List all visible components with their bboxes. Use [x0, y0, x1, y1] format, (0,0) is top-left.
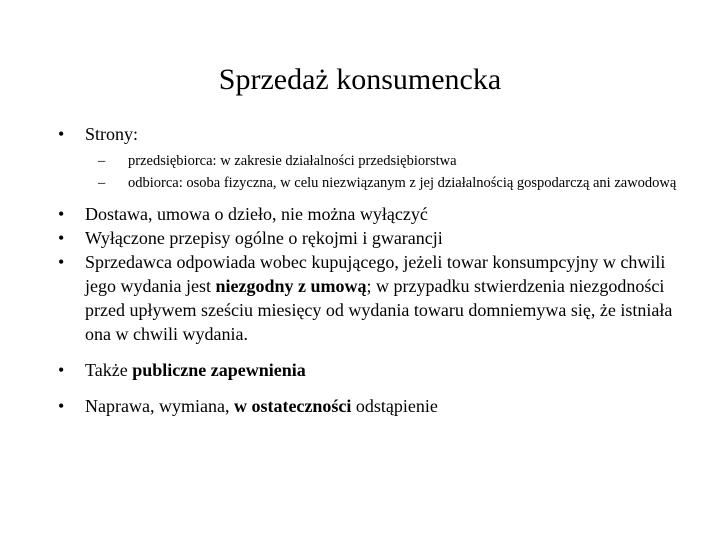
bullet-seller-liability — [58, 250, 678, 346]
sub-item-entrepreneur — [58, 150, 678, 172]
slide-body — [58, 122, 678, 418]
bullet-text-bold: niezgodny z umową — [215, 276, 367, 296]
bullet-marker: • — [58, 204, 65, 224]
dash-marker: – — [98, 153, 106, 169]
bullet-text-part: ; w przypadku stwierdzenia niezgodności przed upływem sześciu miesięcy od wydania towaru domniemywa się, że istniała ona w chwili wydania. — [85, 276, 673, 344]
bullet-parties — [58, 122, 678, 146]
bullet-text-part: Sprzedawca odpowiada wobec kupującego, jeżeli towar konsumpcyjny w chwili jego wydania jest — [85, 252, 666, 296]
sub-item-text: przedsiębiorca: w zakresie działalności przedsiębiorstwa — [128, 153, 457, 169]
bullet-text-part: odstąpienie — [351, 396, 438, 416]
bullet-delivery — [58, 202, 678, 226]
bullet-text-bold: w ostateczności — [233, 396, 352, 416]
bullet-marker: • — [58, 396, 65, 416]
sub-item-recipient — [58, 172, 678, 194]
bullet-text: Wyłączone przepisy ogólne o rękojmi i gwarancji — [85, 228, 443, 248]
bullet-public-assurances — [58, 358, 678, 382]
bullet-marker: • — [58, 124, 65, 144]
bullet-remedies — [58, 394, 678, 418]
dash-marker: – — [98, 175, 106, 191]
bullet-text: Strony: — [85, 124, 139, 144]
bullet-marker: • — [58, 252, 65, 272]
bullet-text-part: Także — [85, 360, 133, 380]
bullet-marker: • — [58, 228, 65, 248]
bullet-text: Dostawa, umowa o dzieło, nie można wyłączyć — [85, 204, 428, 224]
sub-item-text: odbiorca: osoba fizyczna, w celu niezwiązanym z jej działalnością gospodarczą ani zawodową — [128, 175, 677, 191]
bullet-text-bold: publiczne zapewnienia — [132, 360, 306, 380]
slide-title: Sprzedaż konsumencka — [218, 63, 502, 96]
bullet-marker: • — [58, 360, 65, 380]
sub-list — [58, 150, 678, 194]
bullet-excluded-provisions — [58, 226, 678, 250]
bullet-text-part: Naprawa, wymiana, — [85, 396, 234, 416]
